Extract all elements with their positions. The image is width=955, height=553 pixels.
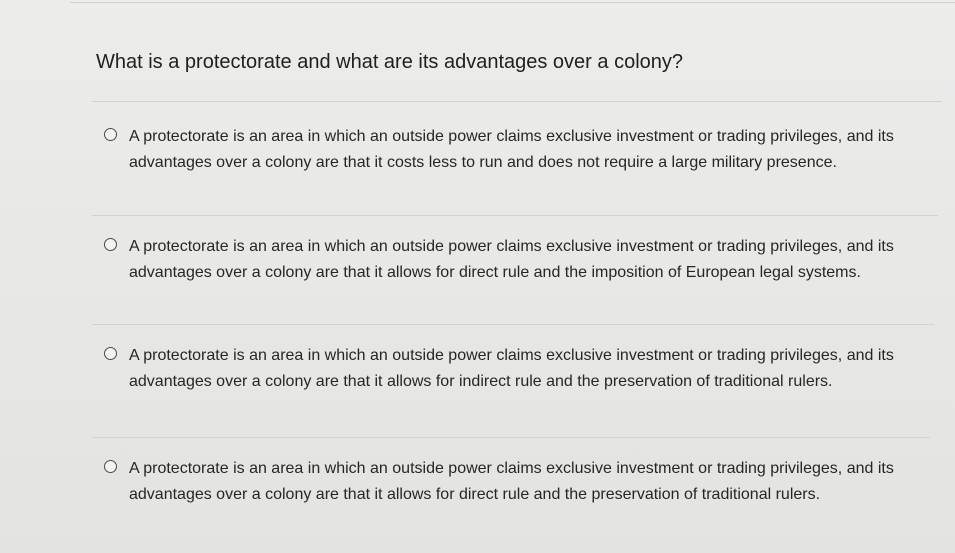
answer-option-3-text: A protectorate is an area in which an outside power claims exclusive investment or trading privileges, and its advantages over a colony are that it allows for indirect rule and the preservation of traditional rulers. [129,347,894,390]
divider-3 [92,437,930,438]
answer-option-2[interactable] [104,234,924,286]
answer-option-2-text: A protectorate is an area in which an outside power claims exclusive investment or trading privileges, and its advantages over a colony are that it allows for direct rule and the imposition of European legal systems. [129,238,894,281]
radio-button-1[interactable] [104,128,117,141]
divider-question [92,101,942,102]
question-text: What is a protectorate and what are its advantages over a colony? [96,51,684,73]
answer-option-4-text: A protectorate is an area in which an outside power claims exclusive investment or trading privileges, and its advantages over a colony are that it allows for direct rule and the preservation of traditional rulers. [129,460,894,503]
radio-button-4[interactable] [104,460,117,473]
answer-option-4[interactable] [104,456,924,508]
top-divider [70,2,955,3]
answer-option-3[interactable] [104,343,924,395]
divider-1 [92,215,938,216]
answer-option-1-text: A protectorate is an area in which an outside power claims exclusive investment or trading privileges, and its advantages over a colony are that it costs less to run and does not require a large military presence. [129,128,894,171]
divider-2 [92,324,934,325]
answer-option-1[interactable] [104,124,924,176]
radio-button-3[interactable] [104,347,117,360]
radio-button-2[interactable] [104,238,117,251]
